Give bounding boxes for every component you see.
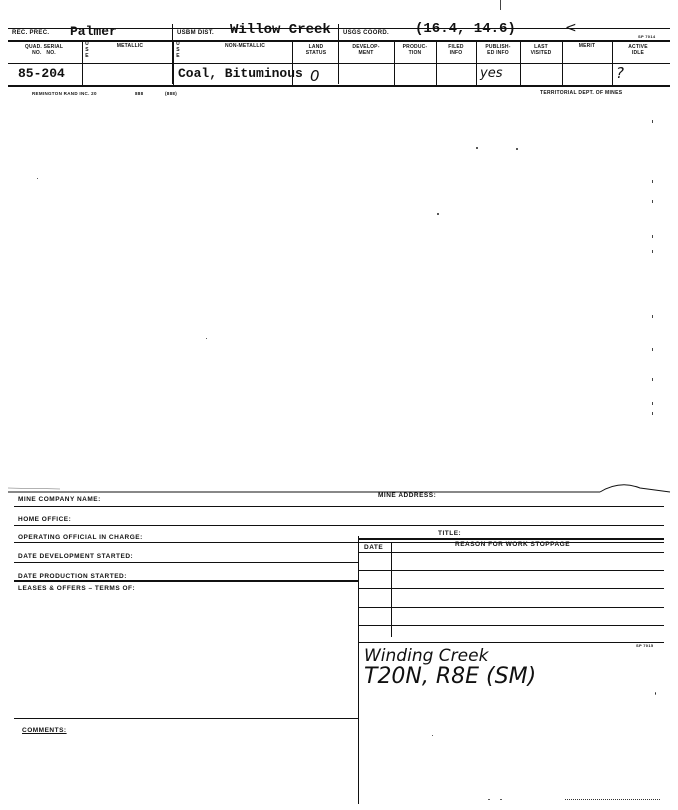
header-rule — [8, 40, 670, 42]
land-status-value: 0 — [310, 67, 320, 85]
non-metallic-header: NON-METALLIC — [224, 43, 266, 49]
development-header: DEVELOP- MENT — [352, 44, 380, 56]
speck — [652, 412, 653, 415]
date-divider — [391, 542, 392, 637]
speck — [652, 348, 653, 351]
usgs-coord-label: USGS COORD. — [343, 30, 389, 36]
last-visited-header: LAST VISITED — [530, 44, 552, 56]
speck — [432, 735, 433, 736]
non-metallic-value: Coal, Bituminous — [178, 66, 303, 81]
production-header: PRODUC- TION — [402, 44, 428, 56]
rule — [14, 580, 358, 582]
rule — [358, 570, 664, 571]
mine-company-name-label: MINE COMPANY NAME: — [18, 496, 101, 503]
date-production-label: DATE PRODUCTION STARTED: — [18, 573, 127, 580]
speck — [652, 315, 653, 318]
usbm-dist-label: USBM DIST. — [177, 30, 215, 36]
speck — [37, 178, 38, 179]
speck — [652, 378, 653, 381]
speck — [652, 235, 653, 238]
footer-mid-2: (888) — [165, 91, 178, 96]
speck — [652, 250, 653, 253]
form-number: SP 7014 — [638, 34, 656, 39]
form-number-2: SP 7015 — [636, 643, 654, 648]
reason-column-header: REASON FOR WORK STOPPAGE — [455, 541, 571, 548]
comments-label: COMMENTS: — [22, 727, 67, 734]
quad-number: 85-204 — [18, 66, 65, 81]
usgs-coord-value: (16.4, 14.6) — [415, 21, 516, 37]
active-idle-value: ? — [616, 64, 624, 82]
row-rule — [8, 63, 670, 64]
speck — [500, 799, 502, 800]
rule — [358, 552, 664, 553]
date-development-label: DATE DEVELOPMENT STARTED: — [18, 553, 134, 560]
land-status-header: LAND STATUS — [305, 44, 327, 56]
bottom-dotted-edge — [565, 799, 660, 800]
active-idle-header: ACTIVE IDLE — [628, 44, 648, 56]
footer-left: REMINGTON RAND INC. 20 — [32, 91, 97, 96]
speck — [437, 213, 439, 215]
speck — [652, 402, 653, 405]
footer-mid-1: 888 — [135, 91, 144, 96]
speck — [488, 799, 490, 800]
operating-official-label: OPERATING OFFICIAL IN CHARGE: — [18, 534, 143, 541]
speck — [476, 147, 478, 149]
filed-info-header: FILED INFO — [448, 44, 464, 56]
column-divider — [358, 536, 359, 804]
title-label: TITLE: — [438, 530, 462, 537]
rule — [358, 588, 664, 589]
home-office-label: HOME OFFICE: — [18, 516, 72, 523]
speck — [652, 200, 653, 203]
speck — [516, 148, 518, 150]
rule — [358, 642, 664, 643]
rule — [358, 538, 664, 540]
usbm-dist-value: Willow Creek — [230, 22, 331, 38]
published-info-value: yes — [480, 66, 503, 81]
speck — [652, 180, 653, 183]
rule — [14, 718, 358, 719]
corner-mark: < — [565, 20, 577, 36]
speck — [206, 338, 207, 339]
quad-serial-header: QUAD. SERIAL NO. NO. — [24, 44, 64, 56]
speck — [655, 692, 656, 695]
speck — [500, 0, 501, 10]
leases-label: LEASES & OFFERS – TERMS OF: — [18, 585, 136, 592]
rec-prec-label: REC. PREC. — [12, 30, 50, 36]
use-header-2: U S E — [176, 41, 180, 59]
date-column-header: DATE — [364, 544, 384, 551]
merit-header: MERIT — [578, 43, 596, 49]
footer-rule — [8, 85, 670, 87]
rule — [14, 525, 664, 526]
handwritten-location: Winding Creek — [364, 646, 489, 666]
mine-address-label: MINE ADDRESS: — [378, 492, 437, 499]
rule — [14, 506, 664, 507]
footer-right: TERRITORIAL DEPT. OF MINES — [540, 90, 623, 96]
published-info-header: PUBLISH- ED INFO — [485, 44, 511, 56]
rule — [14, 562, 358, 563]
divider — [338, 24, 339, 84]
rule — [358, 607, 664, 608]
top-edge-curve — [0, 470, 678, 500]
use-header: U S E — [85, 41, 89, 59]
rec-prec-value: Palmer — [70, 24, 117, 39]
handwritten-township: T20N, R8E (SM) — [364, 664, 537, 689]
metallic-header: METALLIC — [116, 43, 144, 49]
speck — [652, 120, 653, 123]
rule — [358, 625, 664, 626]
